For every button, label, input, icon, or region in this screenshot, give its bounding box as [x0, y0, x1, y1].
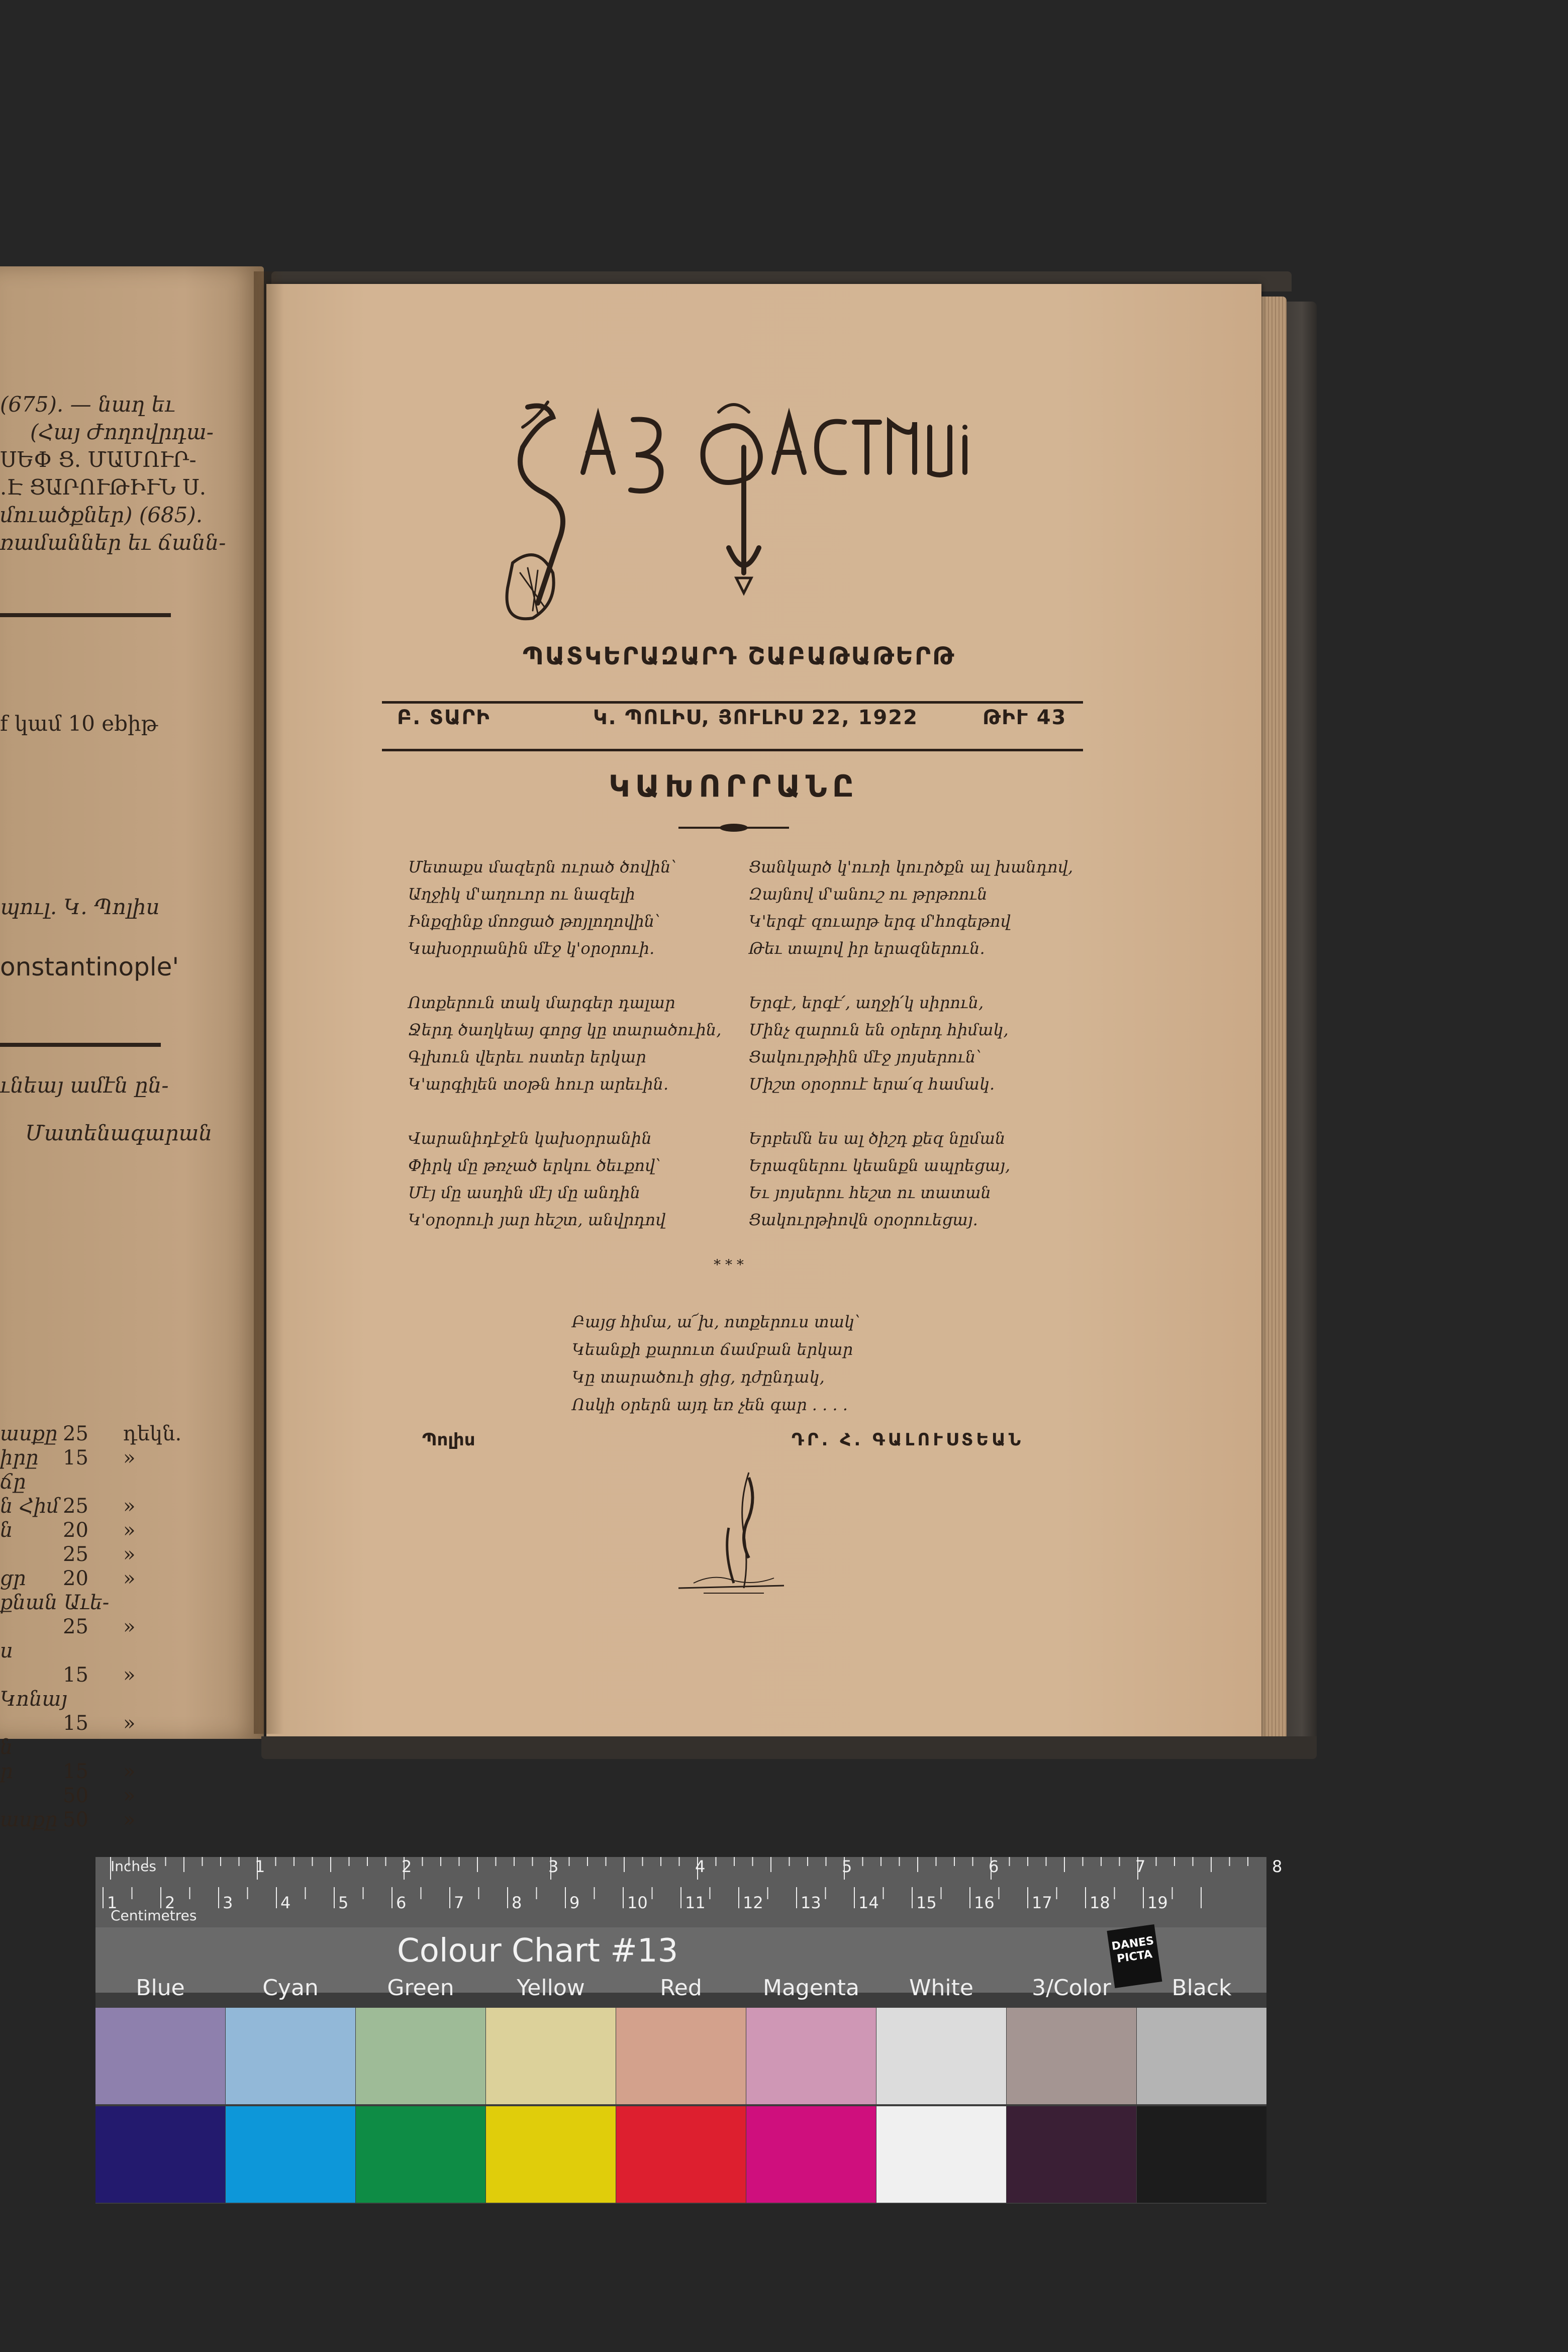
price-item-name: իրը — [0, 1446, 39, 1469]
ruler-cm-number: 12 — [743, 1893, 763, 1912]
poem-line: Բայց հիմա, ա՜խ, ոտքերուս տակ՝ — [572, 1312, 860, 1331]
poem-line: Ոտքերուն տակ մարգեր դալար — [408, 993, 675, 1012]
price-item-value: 25 — [63, 1543, 88, 1566]
poem-line: Ցակուրթիովն օրօրուեցայ. — [749, 1210, 978, 1229]
poem-line: Միշտ օրօրուէ երա՛զ համակ. — [749, 1074, 995, 1094]
ruler-inch-number: 8 — [1272, 1857, 1283, 1876]
price-item-name: ր — [0, 1760, 13, 1783]
price-item-value: 20 — [63, 1519, 88, 1542]
price-item-value: 15 — [63, 1760, 88, 1783]
price-item-unit: » — [123, 1663, 136, 1687]
poem-stanza — [749, 853, 1073, 962]
left-page-line: (675). — նաղ եւ — [0, 392, 175, 417]
poem-line: Կեանքի քարուտ ճամբան երկար — [572, 1340, 853, 1359]
masthead-subtitle: ՊԱՏԿԵՐԱԶԱՐԴ ՇԱԲԱԹԱԹԵՐԹ — [523, 642, 956, 670]
ruler-cm-number: 13 — [801, 1893, 821, 1912]
ruler-cm-number: 18 — [1090, 1893, 1110, 1912]
tree-vignette — [673, 1467, 789, 1603]
asterism: * * * — [714, 1256, 744, 1273]
price-item-name: քնան Աւե- — [0, 1591, 110, 1614]
swatch-dark — [616, 2106, 746, 2203]
swatch-label: Red — [660, 1975, 702, 2001]
swatch-light — [356, 2008, 485, 2104]
price-item-unit: » — [123, 1808, 136, 1831]
ruler-cm-number: 10 — [627, 1893, 648, 1912]
poem-line: Ցանկարծ կ'ուռի կուրծքն ալ խանդով, — [749, 857, 1073, 876]
poem-line: Կը տարածուի ցից, դժընդակ, — [572, 1367, 825, 1387]
ruler-cm-number: 8 — [512, 1893, 522, 1912]
price-item-name: ս — [0, 1639, 13, 1662]
swatch-label: Blue — [136, 1975, 185, 2001]
poem-line: Ինքզինք մոռցած թոյլողովին՝ — [408, 912, 660, 931]
left-page-line: ՍԵՓ Ց. ՄԱՄՈՒՐ- — [0, 447, 197, 472]
poem-line: Ոսկի օրերն այդ եռ չեն գար . . . . — [572, 1395, 848, 1414]
poem-line: Երգէ, երգէ՛, աղջի՛կ սիրուն, — [749, 993, 984, 1012]
price-item-name: ասքը — [0, 1808, 58, 1831]
swatch-label: Yellow — [517, 1975, 585, 2001]
poem-line: Գլխուն վերեւ ոստեր երկար — [408, 1047, 646, 1066]
left-page-line: մուածքներ) (685). — [0, 503, 203, 527]
poem-line: Ցակուրթիին մէջ յոյսերուն՝ — [749, 1047, 982, 1066]
chart-logo: DANES PICTA — [1107, 1924, 1162, 1988]
ruler-cm-number: 11 — [685, 1893, 706, 1912]
ruler-cm-number: 14 — [858, 1893, 879, 1912]
left-page-line: f կամ 10 ebիթ — [0, 711, 158, 736]
price-item-value: 25 — [63, 1422, 88, 1445]
ruler — [95, 1857, 1283, 1927]
left-page-heading: Մատենագարան — [25, 1121, 213, 1145]
spine-shadow — [254, 271, 284, 1734]
poem-right-column — [749, 853, 1073, 1260]
poem-stanza — [408, 1125, 721, 1233]
ruler-cm-number: 7 — [454, 1893, 464, 1912]
swatch-light — [616, 2008, 746, 2104]
poem-line: Կ'արգիլեն տօթն հուր արեւին. — [408, 1074, 669, 1094]
left-page-line: ւնեայ ամէն ըն- — [0, 1073, 169, 1098]
poem-line: Մինչ զարուն են օրերդ հիմակ, — [749, 1020, 1009, 1039]
price-item-value: 50 — [63, 1784, 88, 1807]
price-item-value: 15 — [63, 1712, 88, 1735]
issue-year: Բ. ՏԱՐԻ — [397, 706, 491, 729]
poem-line: Կ'օրօրուի յար հեշտ, անվրդով — [408, 1210, 666, 1229]
price-item-unit: » — [123, 1567, 136, 1590]
price-item-unit: » — [123, 1446, 136, 1469]
title-ornament — [676, 820, 792, 835]
poem-line: Փիրկ մը թռչած երկու ծեւքով՝ — [408, 1156, 661, 1175]
poem-line: Թեւ տալով իր երազներուն. — [749, 939, 985, 958]
poem-line: Երազներու կեանքն ապրեցայ, — [749, 1156, 1011, 1175]
signature-author: ԴՐ. Հ. ԳԱԼՈՒՍՏԵԱՆ — [792, 1430, 1024, 1450]
ruler-cm-number: 15 — [916, 1893, 937, 1912]
swatch-light — [95, 2008, 225, 2104]
price-item-name: ն Հիմ — [0, 1495, 60, 1518]
poem-line: Ջերդ ծաղկեայ գորց կը տարածուին, — [408, 1020, 722, 1039]
poem-closing-stanza — [572, 1308, 860, 1419]
price-item-value: 15 — [63, 1663, 88, 1687]
price-item-name: ցր — [0, 1567, 26, 1590]
price-item-unit: » — [123, 1712, 136, 1735]
swatch-light — [486, 2008, 616, 2104]
ruler-inch-number: 1 — [255, 1857, 265, 1876]
left-page-line: պուլ. Կ. Պոլիս — [0, 895, 160, 919]
header-rule-top — [382, 701, 1083, 704]
poem-line: Երբեմն ես ալ ծիշդ քեզ նըման — [749, 1129, 1006, 1148]
ruler-cm-number: 19 — [1147, 1893, 1168, 1912]
swatch-dark — [226, 2106, 355, 2203]
swatch-label: 3/Color — [1032, 1975, 1111, 2001]
ruler-inch-number: 7 — [1135, 1857, 1146, 1876]
price-item-unit: դեկն. — [123, 1422, 182, 1445]
left-page-rule — [0, 1043, 161, 1047]
price-item-name: ն — [0, 1736, 13, 1759]
header-rule-bottom — [382, 749, 1083, 751]
issue-place-date: Կ. ՊՈԼԻՍ, ՅՈՒԼԻՍ 22, 1922 — [593, 706, 918, 729]
price-item-unit: » — [123, 1760, 136, 1783]
swatch-light — [1007, 2008, 1136, 2104]
issue-number: ԹԻՒ 43 — [983, 706, 1067, 729]
poem-stanza — [749, 1125, 1073, 1233]
swatch-light — [226, 2008, 355, 2104]
ruler-inches-label: Inches — [111, 1858, 156, 1875]
swatch-dark — [1137, 2106, 1266, 2203]
swatch-dark — [486, 2106, 616, 2203]
swatch-dark — [95, 2106, 225, 2203]
poem-line: Աղջիկ մ'աղուոր ու նազելի — [408, 885, 635, 904]
poem-title: ԿԱԽՈՐՐԱՆԸ — [609, 769, 859, 804]
price-item-name: ասքը — [0, 1422, 58, 1445]
ruler-inch-number: 4 — [695, 1857, 706, 1876]
ruler-cm-number: 6 — [396, 1893, 407, 1912]
left-page-rule — [0, 613, 171, 617]
poem-stanza — [408, 989, 721, 1098]
poem-line: Վարանիդէջէն կախօրրանին — [408, 1129, 652, 1148]
price-item-unit: » — [123, 1543, 136, 1566]
swatch-label: Cyan — [262, 1975, 319, 2001]
masthead-logo — [493, 397, 995, 638]
ruler-cm-number: 4 — [280, 1893, 291, 1912]
poem-line: Զայնով մ'անուշ ու թրթռուն — [749, 885, 988, 904]
ruler-inch-number: 3 — [548, 1857, 559, 1876]
ruler-ticks — [95, 1857, 1266, 1927]
left-page — [0, 266, 264, 1831]
swatch-dark — [746, 2106, 876, 2203]
swatch-label: Black — [1171, 1975, 1232, 2001]
ruler-cm-number: 16 — [974, 1893, 995, 1912]
swatch-light — [1137, 2008, 1266, 2104]
left-page-line: (Հայ Ժողովրդա- — [30, 420, 214, 444]
ruler-inch-number: 6 — [989, 1857, 999, 1876]
price-item-value: 50 — [63, 1808, 88, 1831]
poem-left-column — [408, 853, 721, 1260]
poem-line: Մետաքս մազերն ուրած ծովին՝ — [408, 857, 677, 876]
ruler-cm-number: 3 — [223, 1893, 233, 1912]
swatch-dark — [1007, 2106, 1136, 2203]
price-item-unit: » — [123, 1519, 136, 1542]
price-item-unit: » — [123, 1784, 136, 1807]
left-page-line: .Է ՑԱՐՈՒԹԻՒՆ Ս. — [0, 475, 207, 500]
swatch-light — [746, 2008, 876, 2104]
ruler-cm-label: Centimetres — [111, 1907, 197, 1924]
left-page-line: ռամաններ եւ ճանն- — [0, 530, 226, 555]
poem-line: Կ'երգէ զուարթ երգ մ'հոգեթով — [749, 912, 1011, 931]
price-item-name: ճը — [0, 1471, 26, 1494]
price-item-value: 15 — [63, 1446, 88, 1469]
swatch-dark — [356, 2106, 485, 2203]
colour-chart — [95, 1857, 1283, 2204]
swatch-label: Green — [387, 1975, 454, 2001]
ruler-cm-number: 1 — [107, 1893, 118, 1912]
swatch-label: White — [909, 1975, 973, 2001]
price-item-name: ն — [0, 1519, 13, 1542]
ruler-cm-number: 2 — [165, 1893, 175, 1912]
price-item-value: 20 — [63, 1567, 88, 1590]
ruler-cm-number: 5 — [338, 1893, 349, 1912]
price-item-unit: » — [123, 1615, 136, 1638]
ruler-cm-number: 9 — [569, 1893, 580, 1912]
price-item-unit: » — [123, 1495, 136, 1518]
poem-line: Մէյ մը ասդին մէյ մը անդին — [408, 1183, 640, 1202]
ruler-inch-number: 2 — [402, 1857, 412, 1876]
price-item-value: 25 — [63, 1615, 88, 1638]
swatch-dark — [876, 2106, 1006, 2203]
signature-place: Պոլիս — [422, 1430, 475, 1450]
chart-title: Colour Chart #13 — [397, 1932, 678, 1970]
price-item-name: Կոնայ — [0, 1688, 67, 1711]
ruler-inch-number: 5 — [842, 1857, 852, 1876]
poem-line: Եւ յոյսերու հեշտ ու տատան — [749, 1183, 991, 1202]
book-bottom-binding — [261, 1736, 1317, 1759]
swatch-label: Magenta — [762, 1975, 860, 2001]
ruler-cm-number: 17 — [1032, 1893, 1052, 1912]
left-page-line: onstantinople' — [0, 952, 179, 982]
price-item-value: 25 — [63, 1495, 88, 1518]
poem-stanza — [408, 853, 721, 962]
swatch-light — [876, 2008, 1006, 2104]
poem-stanza — [749, 989, 1073, 1098]
poem-line: Կախօրրանին մէջ կ'օրօրուի. — [408, 939, 655, 958]
